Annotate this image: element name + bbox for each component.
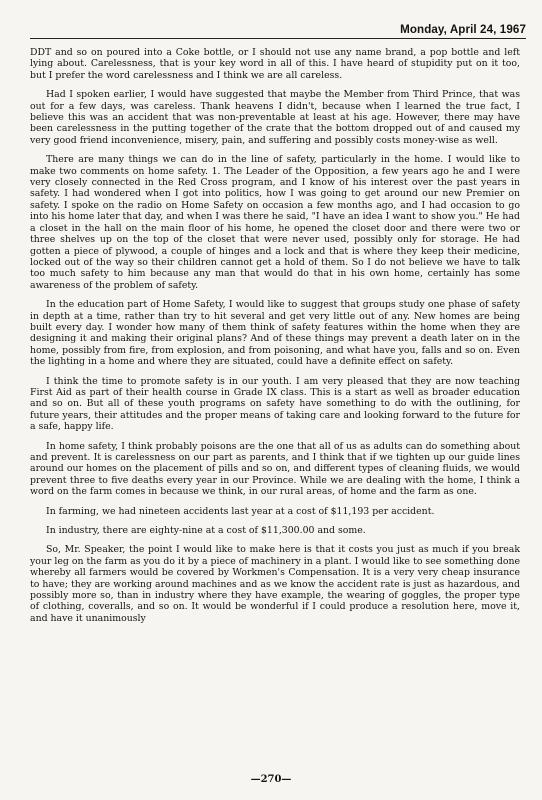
page-header: [30, 18, 526, 39]
paragraph: I think the time to promote safety is in our youth. I am very pleased that they are now teaching First Aid as part of their health course in Grade IX class. This is a start as well as broader education and so on. But all of these youth programs on safety have something to do with the outlining, for future years, their attitudes and the proper means of taking care and looking forward to the future for a safe, happy life.: [30, 375, 520, 433]
paragraph: In the education part of Home Safety, I would like to suggest that groups study one phase of safety in depth at a time, rather than try to hit several and get very little out of any. New homes are being built every day. I wonder how many of them think of safety features within the home when they are designing it and making their original plans? And of these things may prevent a death later on in the home, possibly from fire, from explosion, and from poisoning, and what have you, falls and so on. Even the lighting in a home and where they are situated, could have a definite effect on safety.: [30, 299, 520, 368]
paragraph: So, Mr. Speaker, the point I would like to make here is that it costs you just as much if you break your leg on the farm as you do it by a piece of machinery in a plant. I would like to see something done whereby all farmers would be covered by Workmen's Compensation. It is a very very cheap insurance to have; they are working around machines and as we know the accident rate is just as hazardous, and possibly more so, than in industry where they have example, the wearing of goggles, the proper type of clothing, coveralls, and so on. It would be wonderful if I could produce a resolution here, move it, and have it unanimously: [30, 544, 520, 624]
page-number: —270—: [250, 774, 292, 785]
header-date: Monday, April 24, 1967: [400, 23, 526, 36]
paragraph: In farming, we had nineteen accidents last year at a cost of $11,193 per accident.: [46, 505, 435, 517]
paragraph: Had I spoken earlier, I would have suggested that maybe the Member from Third Prince, that was out for a few days, was careless. Thank heavens I didn't, because when I learned the true fact, I believe this was an accident that was non-preventable at least at his age. However, there may have been carelessness in the putting together of the crate that the bottom dropped out of and caused my very good friend inconvenience, misery, pain, and suffering and possibly costs money-wise as well.: [30, 89, 520, 146]
document-body: [30, 47, 520, 624]
paragraph: DDT and so on poured into a Coke bottle, or I should not use any name brand, a pop bottle and left lying about. Carelessness, that is your key word in all of this. I have heard of stupidity put on it too, but I prefer the word carelessness and I think we are all careless.: [30, 47, 520, 81]
paragraph: There are many things we can do in the line of safety, particularly in the home. I would like to make two comments on home safety. 1. The Leader of the Opposition, a few years ago he and I were very closely connected in the Red Cross program, and I know of his interest over the past years in safety. I had wondered when I got into politics, how I was going to get around our new Premier on safety. I spoke on the radio on Home Safety on occasion a few months ago, and I had occasion to go into his home later that day, and when I was there he said, "I have an idea I want to show you." He had a closet in the hall on the main floor of his home, he opened the closet door and there were two or three shelves up on the top of the closet that were never used, possibly only for storage. He had gotten a piece of plywood, a couple of hinges and a lock and that is where they keep their medicine, locked out of the way so their children cannot get a hold of them. So I do not believe we have to talk too much safety to him because any man that would do that in his own home, certainly has some awareness of the problem of safety.: [30, 154, 520, 291]
paragraph: In home safety, I think probably poisons are the one that all of us as adults can do something about and prevent. It is carelessness on our part as parents, and I think that if we tighten up our guide lines around our homes on the placement of pills and so on, and different types of cleaning fluids, we would prevent three to five deaths every year in our Province. While we are dealing with the home, I think a word on the farm comes in because we think, in our rural areas, of home and the farm as one.: [30, 440, 520, 498]
paragraph: In industry, there are eighty-nine at a cost of $11,300.00 and some.: [46, 525, 366, 537]
